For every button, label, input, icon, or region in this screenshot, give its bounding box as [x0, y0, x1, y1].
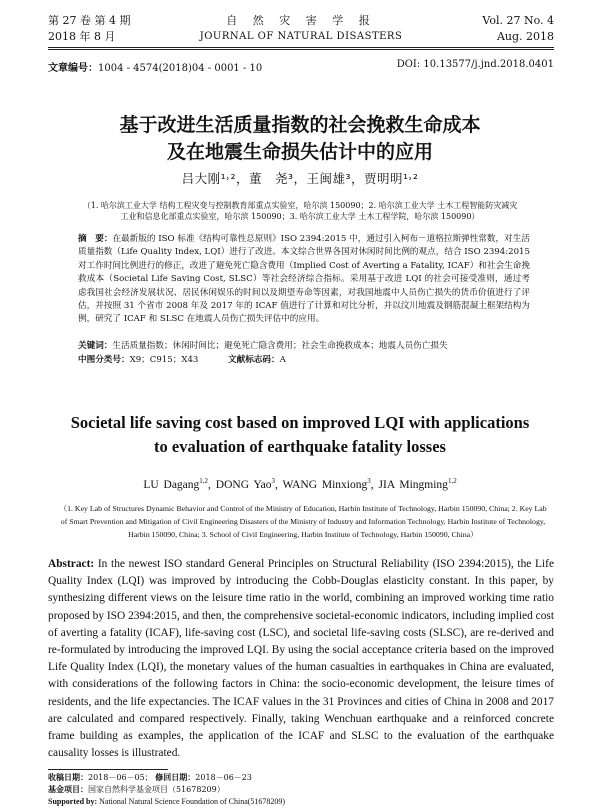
clc-value: X9；C915；X43: [129, 355, 199, 365]
doc-code: [228, 354, 286, 367]
abstract-cn-label: 摘 要：: [78, 234, 113, 244]
title-cn-line1: 基于改进生活质量指数的社会挽救生命成本: [119, 114, 481, 136]
footnotes: [48, 772, 554, 808]
clc-label: 中图分类号：: [78, 355, 130, 365]
header-center: [48, 13, 554, 45]
header-right: [482, 13, 554, 45]
received-label: 收稿日期：: [48, 773, 88, 782]
header-rule-thin: [48, 49, 554, 50]
affiliations-en: （1. Key Lab of Structures Dynamic Behavior and Control of the Ministry of Education, Harbin Institute of Technology, Harbin 150090, China; 2. Key Lab of Smart Prevention and Mitigation of Civil Engineering Disasters of the Ministry of Industry and Information Technology, Harbin Institute of Technology, Harbin 150090, China; 3. School of Civil Engineering, Harbin Institute of Technology, Harbin 150090, China）: [59, 504, 547, 539]
author-en-4-sup: 1,2: [447, 477, 457, 485]
author-en-4: JIA Mingming: [378, 478, 448, 491]
article-id-line: [48, 59, 554, 74]
date-cn: 2018 年 8 月: [48, 30, 116, 43]
journal-title-cn: 自 然 灾 害 学 报: [226, 14, 376, 27]
title-en-line2: to evaluation of earthquake fatality losses: [154, 437, 446, 456]
author-en-1: LU Dagang: [143, 478, 200, 491]
footnote-fund: [48, 784, 554, 796]
footnote-supported: [48, 796, 554, 808]
author-en-3-sup: 3: [367, 477, 371, 485]
author-en-1-sup: 1,2: [199, 477, 209, 485]
journal-title-en: JOURNAL OF NATURAL DISASTERS: [199, 31, 403, 42]
doc-code-value: A: [279, 355, 286, 365]
title-en-line1: Societal life saving cost based on improved LQI with applications: [70, 413, 530, 432]
title-cn-line2: 及在地震生命损失估计中的应用: [166, 141, 433, 163]
supported-value: National Natural Science Foundation of China(51678209): [99, 797, 286, 806]
author-en-3: WANG Minxiong: [282, 478, 368, 491]
affiliations-cn: （1. 哈尔滨工业大学 结构工程灾变与控制教育部重点实验室，哈尔滨 150090；2. 哈尔滨工业大学 土木工程智能防灾减灾工业和信息化部重点实验室，哈尔滨 150090；3. 哈尔滨工业大学 土木工程学院，哈尔滨 150090）: [82, 201, 518, 221]
abstract-cn-text: 在最新版的 ISO 标准《结构可靠性总原则》ISO 2394:2015 中，通过引入柯布－道格拉斯弹性常数，对生活质量指数（Life Quality Index, LQI）进行了改进。本文综合世界各国对休闲时间比例的观点，结合 ISO 2394:2015 对工作时间比例进行的修正，改进了避免死亡隐含费用（Implied Cost of Averting a Fatality, ICAF）和社会生命挽救成本（Societal Life Saving Cost, SLSC）等社会经济综合指标。采用基于改进 LQI 的社会可接受准则，通过考虑我国社会经济发展状况、居民休闲娱乐的时间以及期望寿命等因素，对我国地震中人员伤亡损失的货币价值进行了评估，并按照 31 个省市 2008 年及 2017 年的 ICAF 值进行了计算和对比分析，并以汶川地震及钢筋混凝土框架结构为例，研究了 ICAF 和 SLSC 在地震人员伤亡损失评估中的应用。: [78, 234, 530, 325]
abstract-cn: [78, 233, 530, 327]
author-en-2: DONG Yao: [215, 478, 272, 491]
doc-code-label: 文献标志码：: [228, 355, 280, 365]
doi: DOI: 10.13577/j.jnd.2018.0401: [396, 59, 554, 70]
classification-line: [78, 354, 530, 367]
title-cn: [40, 112, 560, 166]
header-rule: [48, 47, 554, 48]
keywords-cn-label: 关键词：: [78, 341, 113, 351]
running-header: [48, 13, 554, 47]
keywords-cn: [78, 340, 530, 353]
date-en: Aug. 2018: [496, 30, 554, 43]
title-en: [40, 411, 560, 459]
revised-label: 修回日期：: [155, 773, 196, 782]
authors-en: LU Dagang$^{1,2}$, DONG Yao$^3$, WANG Minxiong$^3$, JIA Mingming$^{1,2}$: [143, 477, 457, 491]
revised-value: 2018－06－23: [195, 773, 252, 782]
article-id-label: 文章编号：: [48, 63, 98, 74]
fund-value: 国家自然科学基金项目（51678209）: [88, 785, 225, 794]
authors-cn: 吕大刚¹˒²，董 尧³，王闽雄³，贾明明¹˒²: [181, 171, 419, 186]
abstract-en: [48, 556, 554, 762]
footnote-rule: [48, 769, 168, 770]
author-en-2-sup: 3: [271, 477, 275, 485]
volume-en: Vol. 27 No. 4: [482, 14, 554, 27]
fund-label: 基金项目：: [48, 785, 88, 794]
footnote-dates: [48, 772, 554, 784]
article-id-value: 1004 - 4574(2018)04 - 0001 - 10: [98, 63, 263, 74]
supported-label: Supported by:: [48, 797, 98, 806]
abstract-en-label: Abstract:: [48, 558, 95, 570]
abstract-en-text: In the newest ISO standard General Principles on Structural Reliability (ISO 2394:2015), the Life Quality Index (LQI) was improved by introducing the Cobb-Douglas elasticity constant. In this paper, by synthesizing different views on the leisure time ratio in the world, combining an improved working time ratio proposed by ISO 2394:2015, and then, the comprehensive societal-economic indicators, including implied cost of averting a fatality (ICAF), life-saving cost (LSC), and societal life-saving costs (SLSC), are re-derived and re-formulated by introducing the improved LQI. By using the social acceptance criteria based on the improved Life Quality Index (LQI), the monetary values of the human casualties in earthquakes in China are evaluated, with considerations of the following factors in China: the socio-economic development, the leisure times of residents, and the life expectancies. The ICAF values in the 31 Provinces and cities of China in 2008 and 2017 are calculated and compared respectively. Finally, taking Wenchuan earthquake and a reinforced concrete frame building as examples, the application of the ICAF and SLSC to the evaluation of the earthquake causality losses is illustrated.: [48, 558, 554, 760]
volume-cn: 第 27 卷 第 4 期: [48, 14, 131, 27]
received-value: 2018－06－05；: [88, 773, 153, 782]
keywords-cn-text: 生活质量指数；休闲时间比；避免死亡隐含费用；社会生命挽救成本；地震人员伤亡损失: [112, 341, 448, 351]
